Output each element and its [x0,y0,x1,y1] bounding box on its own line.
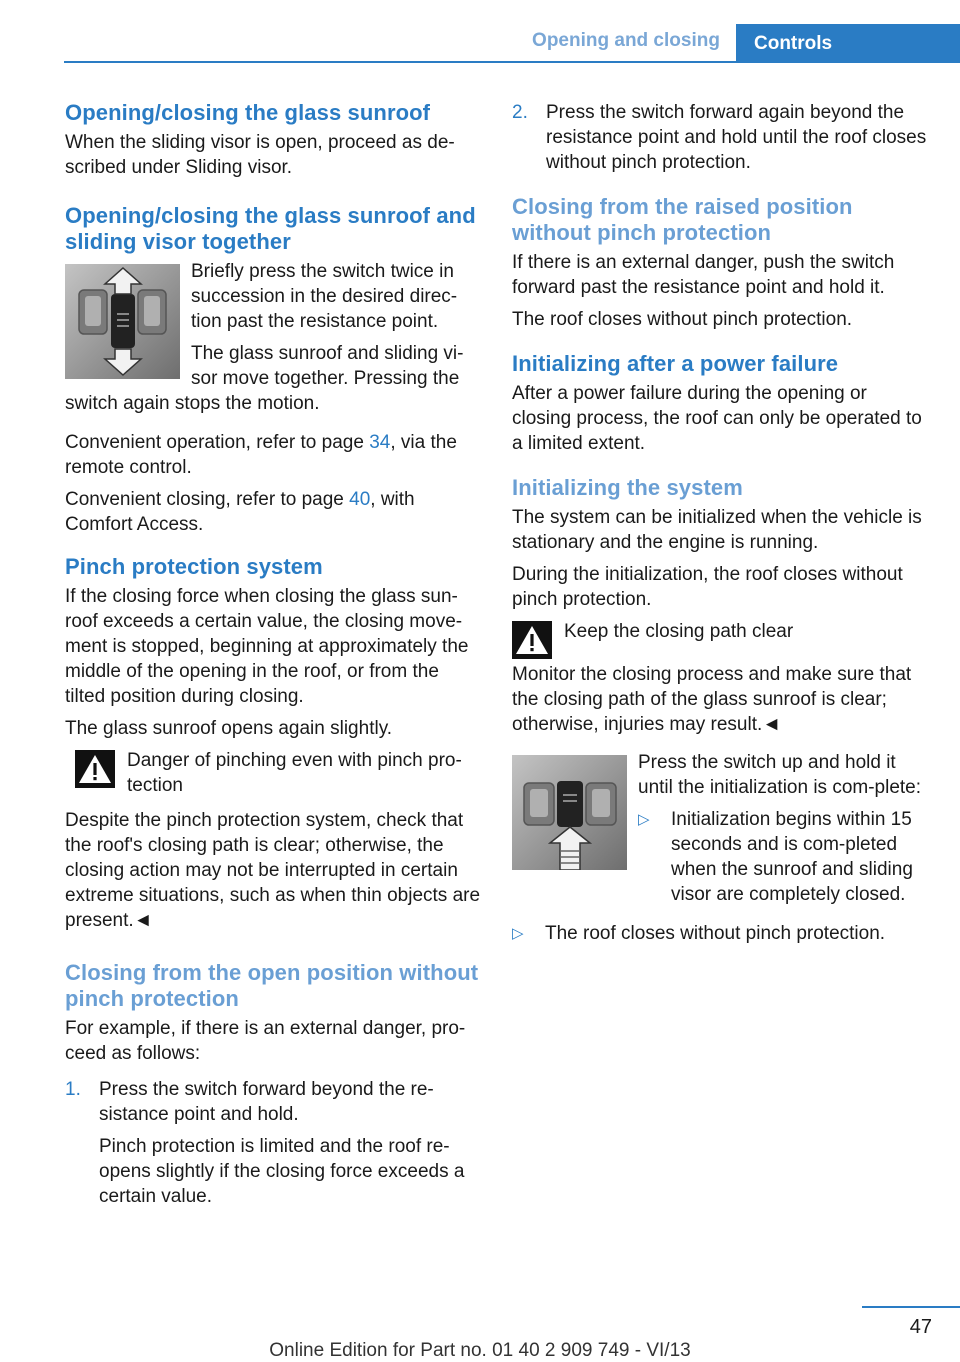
heading-pinch-protection: Pinch protection system [65,554,323,579]
init-bullet-list-nested [638,807,930,907]
heading-initializing-system: Initializing the system [512,475,743,500]
step-1-note: Pinch protection is limited and the roof re-opens slightly if the closing force exceeds a certain value. [99,1136,465,1207]
warning-body-pinch: Despite the pinch protection system, check that the roof's closing path is clear; otherwise, the closing action may not be interrupted in certain extreme situations, such as when thin objects are present.◄ [65,810,481,931]
init-figure-block [512,750,930,914]
warning-block-pinch [65,748,481,805]
warning-title-closing-path: Keep the closing path clear [564,621,794,642]
header-section-title: Opening and closing [532,30,720,51]
paragraph-raised-1: If there is an external danger, push the switch forward past the resistance point and hold it. [512,252,895,298]
left-column [65,100,481,1216]
page-link-34[interactable]: 34 [369,432,391,453]
paragraph-init-2: During the initialization, the roof closes without pinch protection. [512,564,903,610]
convenient-operation-text: Convenient operation, refer to page 34, via the remote control. [65,432,457,478]
paragraph-pinch-2: The glass sunroof opens again slightly. [65,718,393,739]
footer-rule [862,1306,960,1308]
paragraph-raised-2: The roof closes without pinch protection. [512,309,853,330]
list-item [512,921,930,946]
header-chapter-tab: Controls [736,24,960,63]
steps-list-left [65,1077,481,1216]
paragraph-init-1: The system can be initialized when the vehicle is stationary and the engine is running. [512,507,922,553]
step-1-text: Press the switch forward beyond the re-sistance point and hold. [99,1079,434,1125]
right-column [512,100,930,953]
arrow-bullet-icon: ▷ [512,925,524,942]
warning-title-pinch: Danger of pinching even with pinch pro-tection [127,750,462,796]
heading-open-position: Closing from the open position without pinch protection [65,960,479,1011]
switch-figure-block [65,259,481,423]
bullet-2-text: The roof closes without pinch protection. [545,923,886,944]
heading-glass-sunroof: Opening/closing the glass sunroof [65,100,431,125]
paragraph-glass-sunroof: When the sliding visor is open, proceed as de-scribed under Sliding visor. [65,132,455,178]
step-2-text: Press the switch forward again beyond the resistance point and hold until the roof closes without pinch protection. [546,102,927,173]
warning-body-closing-path: Monitor the closing process and make sure that the closing path of the glass sunroof is clear; otherwise, injuries may result.◄ [512,664,912,735]
warning-triangle-icon [75,750,115,788]
bullet-1-text: Initialization begins within 15 seconds and is com-pleted when the sunroof and sliding visor are completely closed. [671,809,913,905]
list-item [638,807,930,907]
list-item [512,100,930,182]
paragraph-open-position: For example, if there is an external danger, pro-ceed as follows: [65,1018,466,1064]
heading-power-failure: Initializing after a power failure [512,351,839,376]
init-bullet-list [512,921,930,946]
switch-up-down-illustration [65,264,180,379]
step-number: 1. [65,1079,81,1100]
figure-text-2: The glass sunroof and sliding vi-sor move together. Pressing the switch again stops the motion. [65,343,464,414]
heading-raised-position: Closing from the raised position without pinch protection [512,194,853,245]
list-item [65,1077,481,1216]
paragraph-power-failure: After a power failure during the opening or closing process, the roof can only be operated to a limited extent. [512,383,922,454]
step-number: 2. [512,102,528,123]
page-link-40[interactable]: 40 [349,489,371,510]
figure-text-1: Briefly press the switch twice in succession in the desired direc-tion past the resistance point. [191,261,458,332]
convenient-closing-text: Convenient closing, refer to page 40, with Comfort Access. [65,489,415,535]
warning-block-closing-path [512,619,930,659]
page-number: 47 [909,1316,932,1338]
heading-sunroof-visor-together: Opening/closing the glass sunroof and sliding visor together [65,203,476,254]
footer-edition-text: Online Edition for Part no. 01 40 2 909 749 - VI/13 [269,1340,691,1361]
init-figure-text: Press the switch up and hold it until the initialization is com-plete: [638,752,922,798]
switch-init-illustration [512,755,627,870]
paragraph-pinch-1: If the closing force when closing the glass sun-roof exceeds a certain value, the closing move-ment is stopped, beginning at approximately the middle of the opening in the roof, or from the tilted position during closing. [65,586,469,707]
header-rule [64,61,960,63]
warning-triangle-icon [512,621,552,659]
arrow-bullet-icon: ▷ [638,811,650,828]
steps-list-right [512,100,930,182]
